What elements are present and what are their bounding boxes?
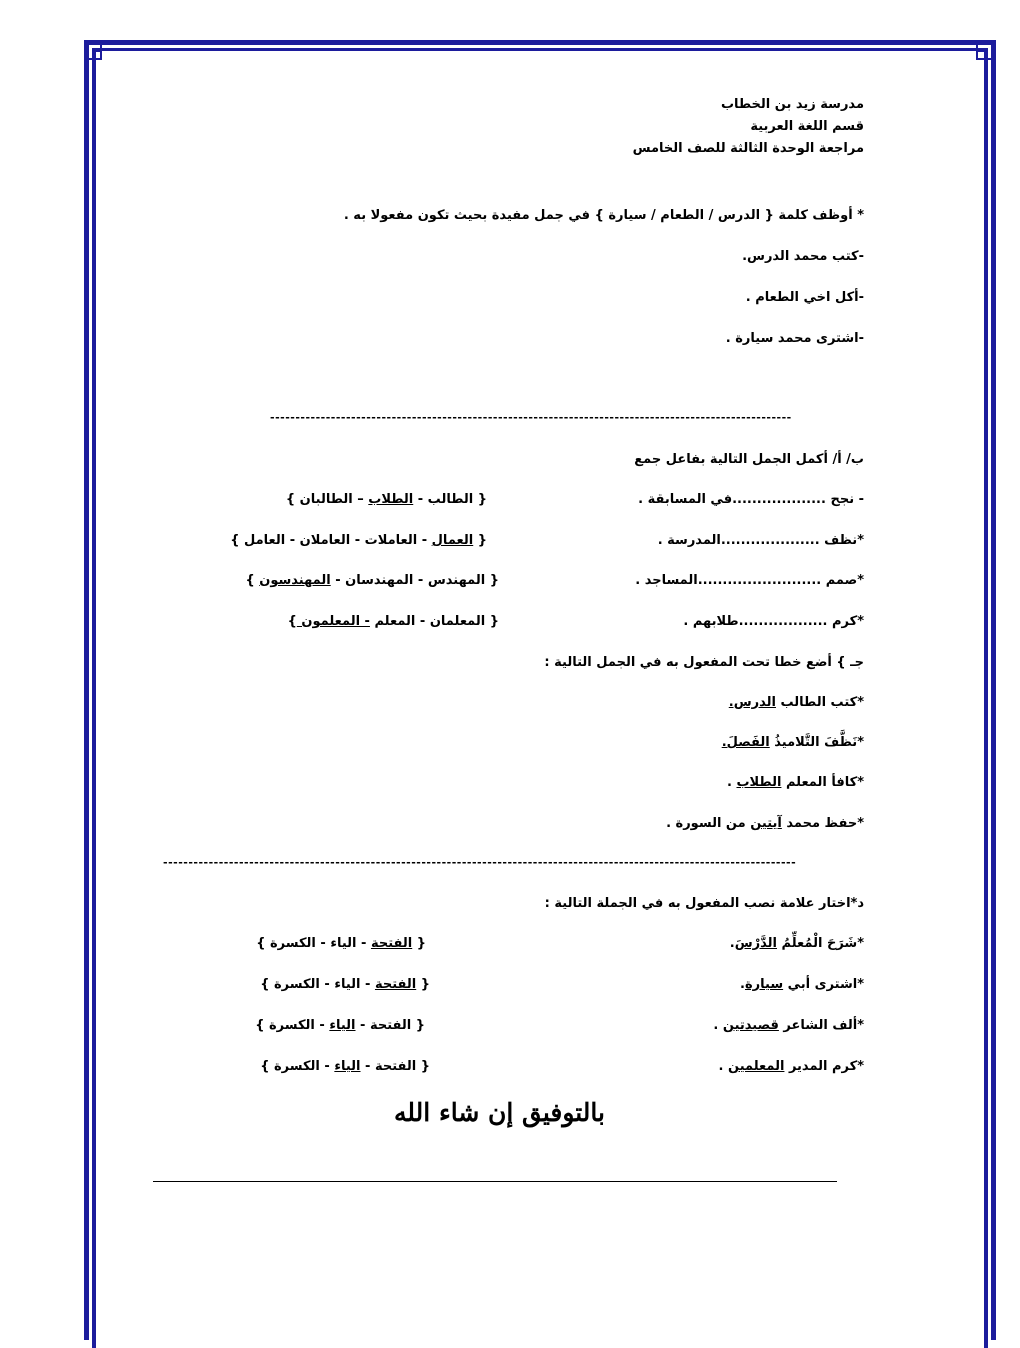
separator-line-1: ------------------------------------------------------------------------------------------------------- <box>270 411 792 424</box>
section-d-sentence-1: *شَرَحَ الْمُعلِّمُ الدَّرْسَ. <box>729 936 864 951</box>
section-a-answer-1: -كتب محمد الدرس. <box>742 249 864 264</box>
section-b-sentence-2: *نظف ....................المدرسة . <box>657 533 864 548</box>
separator-line-2: ----------------------------------------------------------------------------------------------------------------------------- <box>163 856 797 869</box>
school-name: مدرسة زيد بن الخطاب <box>720 97 864 112</box>
section-b-options-2: { العمال - العاملات - العاملان - العامل } <box>230 533 487 548</box>
object-underline: المعلمين <box>728 1059 785 1074</box>
page-border-dashes <box>105 42 975 50</box>
section-c-item-2: *نَظَّفَ التَّلاميذُ الفَصلَ. <box>721 735 864 750</box>
underlined-answer: الياء <box>334 1059 361 1074</box>
section-d-sentence-4: *كرم المدير المعلمين . <box>718 1059 864 1074</box>
department-name: قسم اللغة العربية <box>750 119 864 134</box>
review-title: مراجعة الوحدة الثالثة للصف الخامس <box>632 141 864 156</box>
section-d-options-1: { الفتحة - الياء - الكسرة } <box>256 936 426 951</box>
underlined-answer: - المعلمون <box>296 614 370 629</box>
object-underline: آيتين <box>750 816 782 831</box>
closing-wish: بالتوفيق إن شاء الله <box>394 1098 605 1127</box>
section-b-options-4: { المعلمان - المعلم - المعلمون } <box>287 614 499 629</box>
object-underline: الطلاب <box>736 775 782 790</box>
corner-ornament-right-inner <box>976 50 986 60</box>
bottom-rule <box>153 1181 837 1182</box>
section-d-options-4: { الفتحة - الياء - الكسرة } <box>260 1059 430 1074</box>
section-b-sentence-4: *كرم ..................طلابهم . <box>683 614 864 629</box>
object-underline: قصيدتين <box>722 1018 779 1033</box>
section-a-answer-3: -اشترى محمد سيارة . <box>725 331 864 346</box>
section-d-instruction: د*اختار علامة نصب المفعول به في الجملة التالية : <box>544 896 864 911</box>
underlined-answer: الطلاب <box>368 492 414 507</box>
section-b-options-3: { المهندس - المهندسان - المهندسون } <box>245 573 499 588</box>
underlined-answer: الفتحة <box>370 936 413 951</box>
section-b-instruction: ب/ أ/ أكمل الجمل التالية بفاعل جمع <box>634 452 864 467</box>
section-c-item-3: *كافأ المعلم الطلاب . <box>727 775 864 790</box>
underlined-answer: الياء <box>329 1018 356 1033</box>
section-a-instruction: * أوظف كلمة { الدرس / الطعام / سيارة } في جمل مفيدة بحيث تكون مفعولا به . <box>343 208 864 223</box>
section-d-options-3: { الفتحة - الياء - الكسرة } <box>255 1018 425 1033</box>
corner-ornament-left-inner <box>92 50 102 60</box>
object-underline: الفَصلَ. <box>721 735 770 750</box>
section-b-sentence-1: - نجح ...................في المسابقة . <box>638 492 864 507</box>
section-d-sentence-2: *اشترى أبي سيارة. <box>740 977 864 992</box>
section-c-item-1: *كتب الطالب الدرس. <box>728 695 864 710</box>
section-d-sentence-3: *ألف الشاعر قصيدتين . <box>713 1018 864 1033</box>
section-c-instruction: جـ } أضع خطا تحت المفعول به في الجمل التالية : <box>544 655 864 670</box>
underlined-answer: العمال <box>431 533 474 548</box>
object-underline: الدرس. <box>728 695 776 710</box>
underlined-answer: الفتحة <box>374 977 417 992</box>
object-underline: سيارة <box>744 977 784 992</box>
section-b-options-1: { الطالب - الطلاب – الطالبان } <box>285 492 487 507</box>
section-a-answer-2: -أكل اخي الطعام . <box>745 290 864 305</box>
section-b-sentence-3: *صمم .........................المساجد . <box>635 573 864 588</box>
object-underline: الدَّرْسَ <box>734 936 778 951</box>
underlined-answer: المهندسون <box>259 573 331 588</box>
section-d-options-2: { الفتحة - الياء - الكسرة } <box>260 977 430 992</box>
section-c-item-4: *حفظ محمد آيتين من السورة . <box>666 816 864 831</box>
